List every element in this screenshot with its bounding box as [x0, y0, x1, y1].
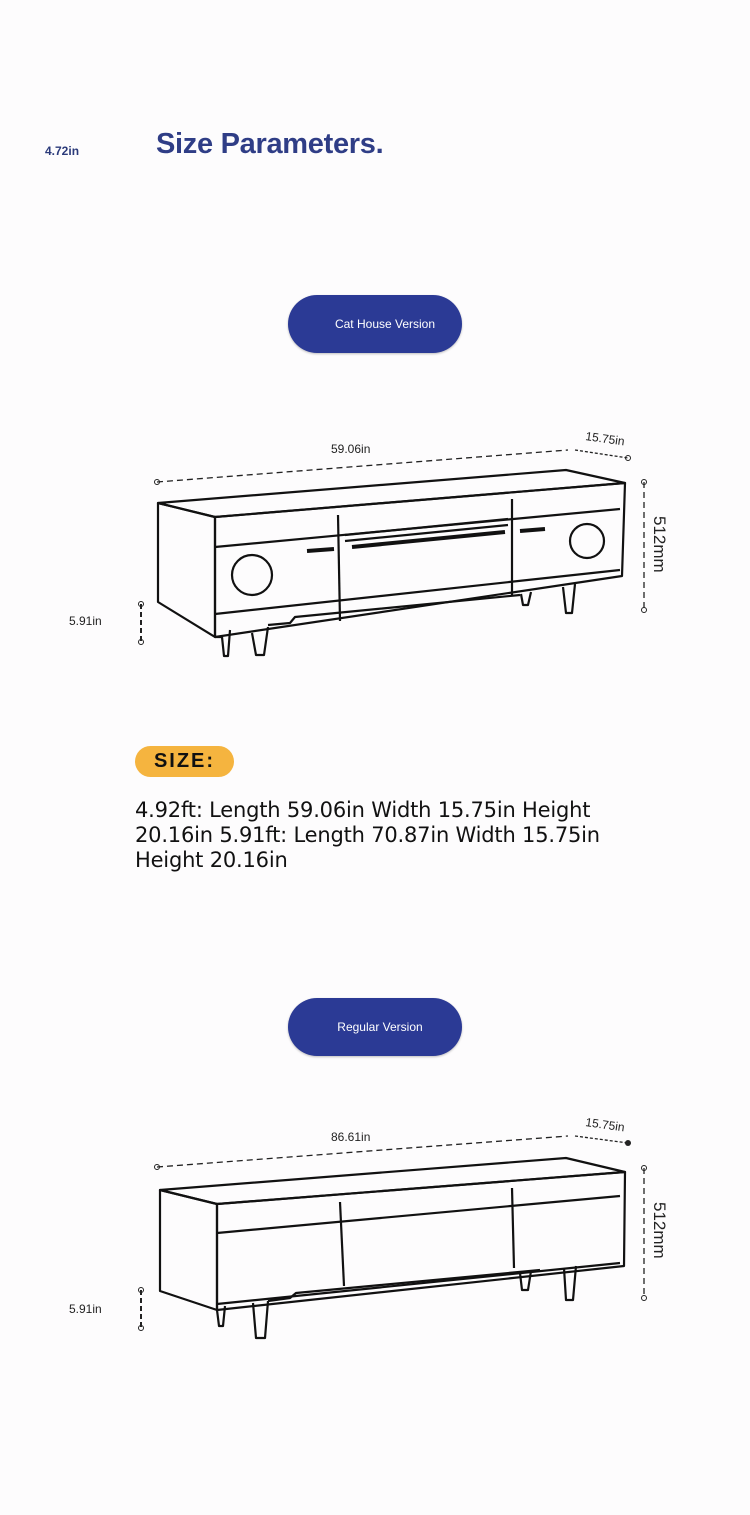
size-badge: SIZE: [135, 746, 234, 777]
cabinet-body [158, 470, 625, 656]
height-label: 512mm [650, 1202, 669, 1259]
regular-cabinet-drawing [0, 1108, 750, 1358]
depth-label: 15.75in [584, 1115, 626, 1135]
stray-dimension-label: 4.72in [45, 144, 80, 158]
depth-dimension-line [575, 1136, 628, 1143]
size-description: 4.92ft: Length 59.06in Width 15.75in Height 20.16in 5.91ft: Length 70.87in Width 15.75in Height 20.16in [135, 798, 600, 872]
cat-house-cabinet-drawing [0, 420, 750, 670]
depth-label: 15.75in [584, 429, 626, 449]
leg-height-label: 5.91in [69, 1302, 102, 1316]
length-label: 59.06in [331, 442, 371, 456]
height-label: 512mm [650, 516, 669, 573]
length-label: 86.61in [331, 1130, 371, 1144]
depth-dimension-line [575, 450, 628, 458]
page-title: Size Parameters. [156, 128, 384, 160]
cabinet-body [160, 1158, 625, 1338]
leg-height-label: 5.91in [69, 614, 102, 628]
cat-house-version-button[interactable]: Cat House Version [288, 295, 462, 353]
regular-version-button[interactable]: Regular Version [288, 998, 462, 1056]
